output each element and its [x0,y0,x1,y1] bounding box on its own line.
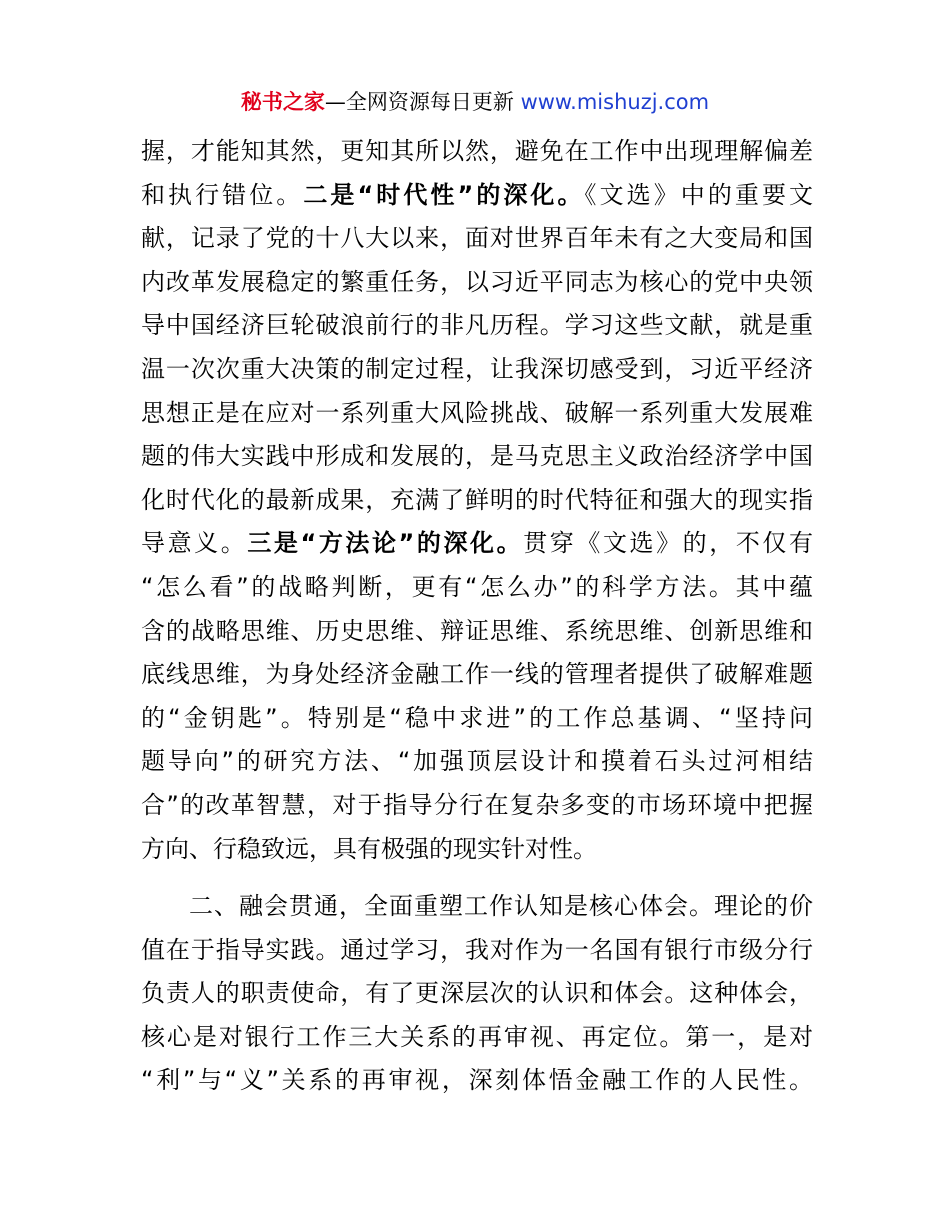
text-line: 握，才能知其然，更知其所以然，避免在工作中出现理解偏差 [141,137,813,165]
bold-heading: 二是“时代性”的深化。 [303,180,585,209]
text-line: 化时代化的最新成果，充满了鲜明的时代特征和强大的现实指 [141,485,813,514]
page-header [0,86,950,118]
paragraph-gap [141,871,813,885]
text-line: “怎么看”的战略判断，更有“怎么办”的科学方法。其中蕴 [141,572,813,601]
bold-heading: 三是“方法论”的深化。 [247,529,524,558]
text-line: 底线思维，为身处经济金融工作一线的管理者提供了破解难题 [141,660,813,689]
text-line: 方向、行稳致远，具有极强的现实针对性。 [141,834,597,863]
text-line: 题的伟大实践中形成和发展的，是马克思主义政治经济学中国 [141,442,813,471]
text-line: 温一次次重大决策的制定过程，让我深切感受到，习近平经济 [141,354,813,383]
text-line: 合”的改革智慧，对于指导分行在复杂多变的市场环境中把握 [141,790,813,819]
paragraph-2 [141,885,813,1103]
text-line: 值在于指导实践。通过学习，我对作为一名国有银行市级分行 [141,935,813,964]
text-line: 题导向”的研究方法、“加强顶层设计和摸着石头过河相结 [141,747,813,776]
header-url-link[interactable]: www.mishuzj.com [520,90,710,114]
text-line: 导中国经济巨轮破浪前行的非凡历程。学习这些文献，就是重 [141,311,813,340]
text-line: 导意义。三是“方法论”的深化。贯穿《文选》的，不仅有 [141,529,813,558]
text-line: 内改革发展稳定的繁重任务，以习近平同志为核心的党中央领 [141,267,813,296]
brand-name: 秘书之家 [240,90,325,114]
text-line: 献，记录了党的十八大以来，面对世界百年未有之大变局和国 [141,224,813,253]
document-body [141,130,813,1103]
paragraph-1 [141,130,813,871]
text-line: 的“金钥匙”。特别是“稳中求进”的工作总基调、“坚持问 [141,703,813,732]
text-line: 和执行错位。二是“时代性”的深化。《文选》中的重要文 [141,180,813,209]
text-line: “利”与“义”关系的再审视，深刻体悟金融工作的人民性。 [141,1066,813,1095]
text-line: 核心是对银行工作三大关系的再审视、再定位。第一，是对 [141,1022,813,1051]
header-tagline: —全网资源每日更新 [324,90,521,114]
text-line: 思想正是在应对一系列重大风险挑战、破解一系列重大发展难 [141,398,813,427]
text-line: 二、融会贯通，全面重塑工作认知是核心体会。理论的价 [189,892,813,921]
text-line: 负责人的职责使命，有了更深层次的认识和体会。这种体会， [141,979,813,1008]
text-line: 含的战略思维、历史思维、辩证思维、系统思维、创新思维和 [141,616,813,645]
